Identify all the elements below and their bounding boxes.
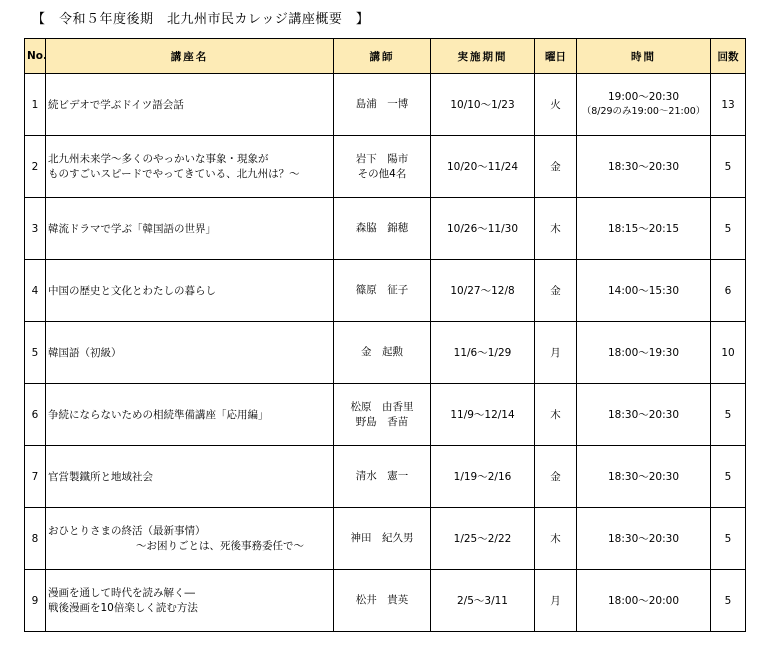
- period: 1/25～2/22: [431, 508, 535, 570]
- weekday: 金: [535, 260, 577, 322]
- course-name: 争続にならないための相続準備講座「応用編」: [46, 384, 334, 446]
- time-note: （8/29のみ19:00～21:00）: [581, 105, 706, 117]
- weekday: 月: [535, 570, 577, 632]
- time-main: 19:00～20:30: [607, 90, 680, 103]
- course-name-line2: 戦後漫画を10倍楽しく読む方法: [48, 601, 198, 614]
- header-row: [25, 39, 746, 74]
- session-count: 5: [711, 136, 746, 198]
- lecturer: 松原 由香里 野島 香苗: [334, 384, 431, 446]
- header-day: 曜日: [535, 39, 577, 74]
- session-count: 5: [711, 446, 746, 508]
- course-name: [46, 74, 334, 136]
- session-count: 10: [711, 322, 746, 384]
- weekday: 金: [535, 136, 577, 198]
- time: 14:00～15:30: [577, 260, 711, 322]
- weekday: 木: [535, 384, 577, 446]
- row-no: 1: [25, 74, 46, 136]
- period: 10/10～1/23: [431, 74, 535, 136]
- lecturer: 金 起勲: [334, 322, 431, 384]
- period: 10/26～11/30: [431, 198, 535, 260]
- time: 18:00～19:30: [577, 322, 711, 384]
- session-count: 5: [711, 384, 746, 446]
- session-count: 6: [711, 260, 746, 322]
- lecturer: 神田 紀久男: [334, 508, 431, 570]
- period: 11/9～12/14: [431, 384, 535, 446]
- lecturer: 清水 憲一: [334, 446, 431, 508]
- course-name-line1: 続ビデオで学ぶドイツ語会話: [48, 99, 184, 111]
- row-no: 9: [25, 570, 46, 632]
- course-name: 中国の歴史と文化とわたしの暮らし: [46, 260, 334, 322]
- course-name: 韓流ドラマで学ぶ「韓国語の世界」: [46, 198, 334, 260]
- course-name-line2: ～お困りごとは、死後事務委任で～: [136, 539, 304, 552]
- table-row: [25, 570, 746, 632]
- course-name-line2: ものすごいスピードでやってきている、北九州は？～: [48, 167, 300, 180]
- table-row: [25, 198, 746, 260]
- weekday: 火: [535, 74, 577, 136]
- period: 2/5～3/11: [431, 570, 535, 632]
- header-count: 回数: [711, 39, 746, 74]
- course-name: 韓国語（初級）: [46, 322, 334, 384]
- row-no: 3: [25, 198, 46, 260]
- table-row: [25, 260, 746, 322]
- row-no: 6: [25, 384, 46, 446]
- table-row: [25, 74, 746, 136]
- table-row: [25, 136, 746, 198]
- lecturer: 松井 貴英: [334, 570, 431, 632]
- lecturer: 篠原 征子: [334, 260, 431, 322]
- row-no: 7: [25, 446, 46, 508]
- time: 18:30～20:30: [577, 508, 711, 570]
- table-row: [25, 508, 746, 570]
- row-no: 2: [25, 136, 46, 198]
- table-row: [25, 384, 746, 446]
- session-count: 5: [711, 508, 746, 570]
- course-name: [46, 136, 334, 198]
- row-no: 8: [25, 508, 46, 570]
- weekday: 月: [535, 322, 577, 384]
- header-course-name: 講座名: [46, 39, 334, 74]
- weekday: 金: [535, 446, 577, 508]
- lecturer: 岩下 陽市 その他4名: [334, 136, 431, 198]
- course-name: [46, 570, 334, 632]
- row-no: 4: [25, 260, 46, 322]
- course-table: [24, 38, 746, 632]
- header-time: 時間: [577, 39, 711, 74]
- table-row: [25, 322, 746, 384]
- time: 18:30～20:30: [577, 384, 711, 446]
- time: 18:30～20:30: [577, 446, 711, 508]
- course-name-line1: 漫画を通して時代を読み解く―: [48, 587, 195, 600]
- table-row: [25, 446, 746, 508]
- course-name: 官営製鐵所と地域社会: [46, 446, 334, 508]
- page-title: 【 令和５年度後期 北九州市民カレッジ講座概要 】: [32, 12, 370, 27]
- time: 18:15～20:15: [577, 198, 711, 260]
- weekday: 木: [535, 198, 577, 260]
- header-lecturer: 講師: [334, 39, 431, 74]
- course-name: [46, 508, 334, 570]
- lecturer: 森脇 錦穂: [334, 198, 431, 260]
- lecturer: 島浦 一博: [334, 74, 431, 136]
- period: 11/6～1/29: [431, 322, 535, 384]
- period: 10/27～12/8: [431, 260, 535, 322]
- session-count: 5: [711, 198, 746, 260]
- course-name-line1: 北九州未来学～多くのやっかいな事象・現象が: [48, 153, 269, 166]
- time: [577, 74, 711, 136]
- weekday: 木: [535, 508, 577, 570]
- course-name-line1: おひとりさまの終活（最新事情）: [48, 525, 206, 538]
- period: 1/19～2/16: [431, 446, 535, 508]
- session-count: 13: [711, 74, 746, 136]
- time: 18:30～20:30: [577, 136, 711, 198]
- session-count: 5: [711, 570, 746, 632]
- header-no: No.: [25, 39, 46, 74]
- header-period: 実施期間: [431, 39, 535, 74]
- row-no: 5: [25, 322, 46, 384]
- period: 10/20～11/24: [431, 136, 535, 198]
- time: 18:00～20:00: [577, 570, 711, 632]
